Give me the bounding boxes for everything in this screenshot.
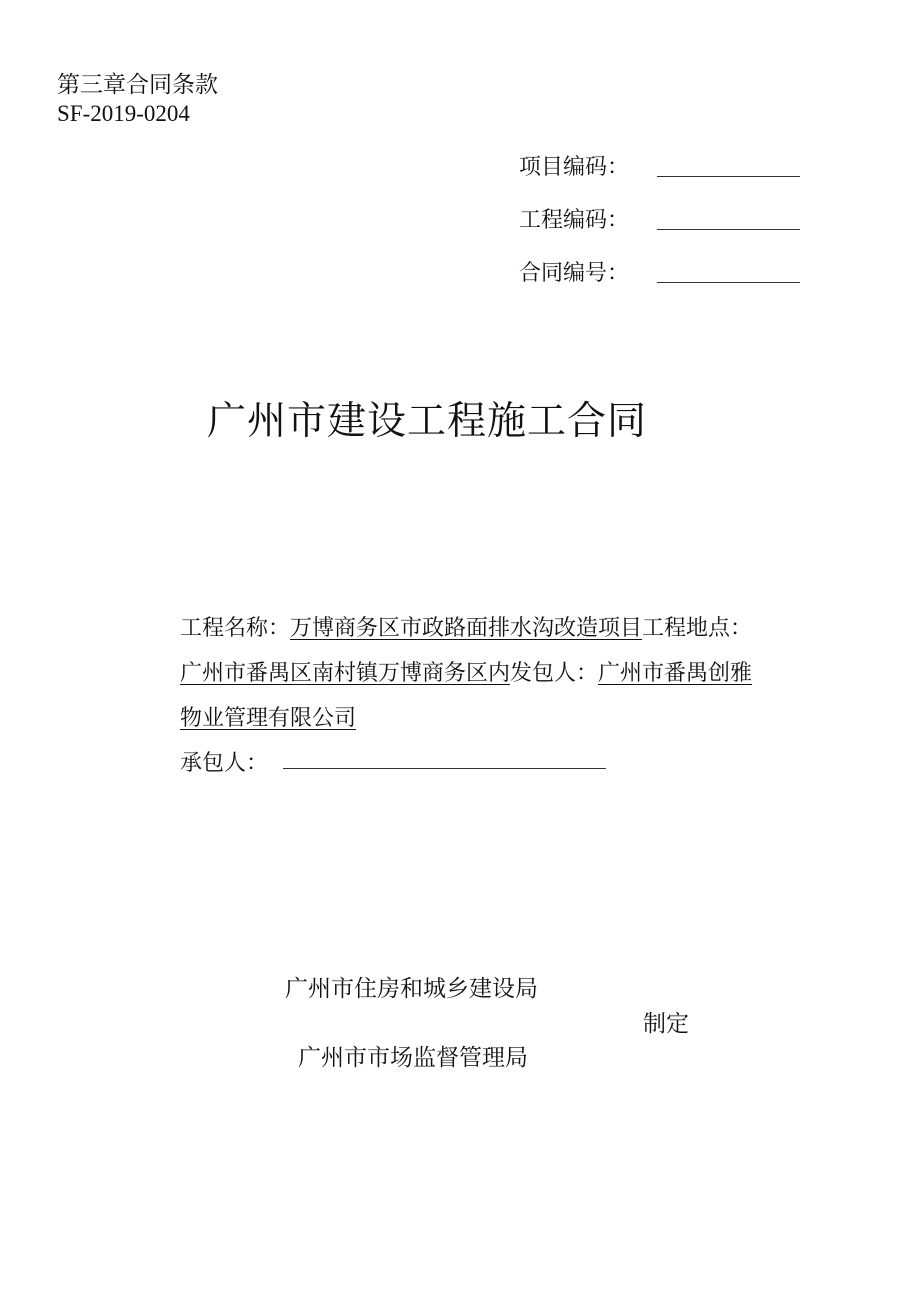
document-code: SF-2019-0204 (57, 101, 190, 126)
info-line-1 (180, 611, 752, 642)
info-line-3 (180, 701, 356, 732)
contractor-label: 承包人： (180, 751, 269, 776)
chapter-heading: 第三章合同条款 (57, 72, 218, 98)
location-label: 工程地点： (642, 616, 753, 641)
employer-label: 发包人： (510, 661, 599, 686)
info-line-2 (180, 656, 752, 687)
location-value: 广州市番禺区南村镇万博商务区内 (180, 661, 511, 686)
issuer-market-bureau: 广州市市场监督管理局 (298, 1045, 528, 1071)
project-code-blank (657, 176, 800, 177)
page-title: 广州市建设工程施工合同 (207, 399, 648, 444)
project-code-label: 项目编码： (519, 155, 630, 180)
employer-value-part2: 物业管理有限公司 (180, 706, 357, 731)
contractor-blank (283, 768, 606, 769)
issuer-action: 制定 (643, 1011, 689, 1037)
engineering-code-label: 工程编码： (519, 208, 630, 233)
employer-value-part1: 广州市番禺创雅 (598, 661, 753, 686)
contract-number-blank (657, 282, 800, 283)
issuer-housing-bureau: 广州市住房和城乡建设局 (285, 976, 538, 1002)
project-name-label: 工程名称： (180, 616, 291, 641)
engineering-code-blank (657, 229, 800, 230)
contract-number-label: 合同编号： (519, 261, 630, 286)
project-name-value: 万博商务区市政路面排水沟改造项目 (290, 616, 643, 641)
